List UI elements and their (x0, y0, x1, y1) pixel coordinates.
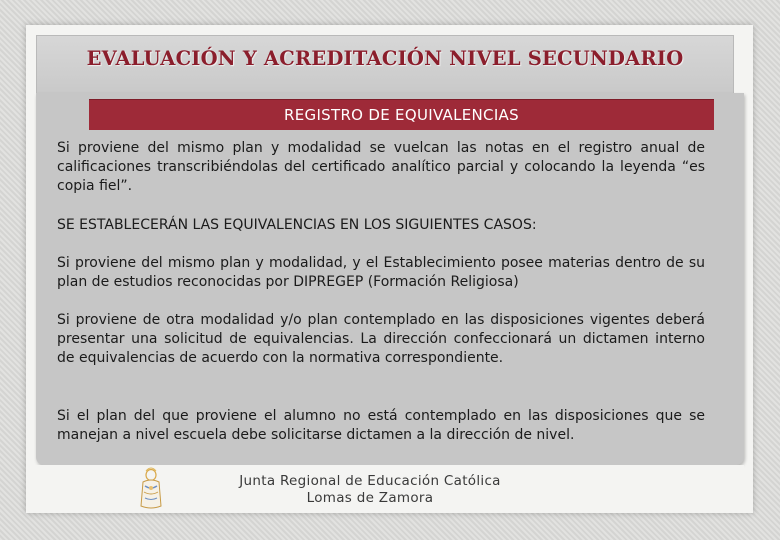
paragraph-dipregep: Si proviene del mismo plan y modalidad, y el Establecimiento posee materias dentro de su plan de estudios reconocidas por DIPREGEP (Formación Religiosa) (57, 255, 705, 290)
paragraph-other-modality: Si proviene de otra modalidad y/o plan contemplado en las disposiciones vigentes deberá presentar una solicitud de equivalencias. La dirección confeccionará un dictamen interno de equivalencias de acuerdo con la normativa correspondiente. (57, 312, 705, 366)
section-subtitle-bar (89, 99, 714, 130)
paragraph-cases-heading: SE ESTABLECERÁN LAS EQUIVALENCIAS EN LOS SIGUIENTES CASOS: (57, 217, 537, 233)
paragraph-not-contemplated: Si el plan del que proviene el alumno no está contemplado en las disposiciones que se manejan a nivel escuela debe solicitarse dictamen a la dirección de nivel. (57, 408, 705, 443)
virgin-figure-icon (133, 466, 169, 512)
paragraph-same-plan: Si proviene del mismo plan y modalidad se vuelcan las notas en el registro anual de calificaciones transcribiéndolas del certificado analítico parcial y colocando la leyenda “es copia fiel”. (57, 140, 705, 194)
footer-location: Lomas de Zamora (306, 490, 434, 506)
page-title: EVALUACIÓN Y ACREDITACIÓN NIVEL SECUNDARIO (86, 47, 684, 70)
section-subtitle: REGISTRO DE EQUIVALENCIAS (284, 106, 519, 124)
header-band (36, 35, 734, 95)
footer-institution: Junta Regional de Educación Católica (239, 473, 501, 489)
